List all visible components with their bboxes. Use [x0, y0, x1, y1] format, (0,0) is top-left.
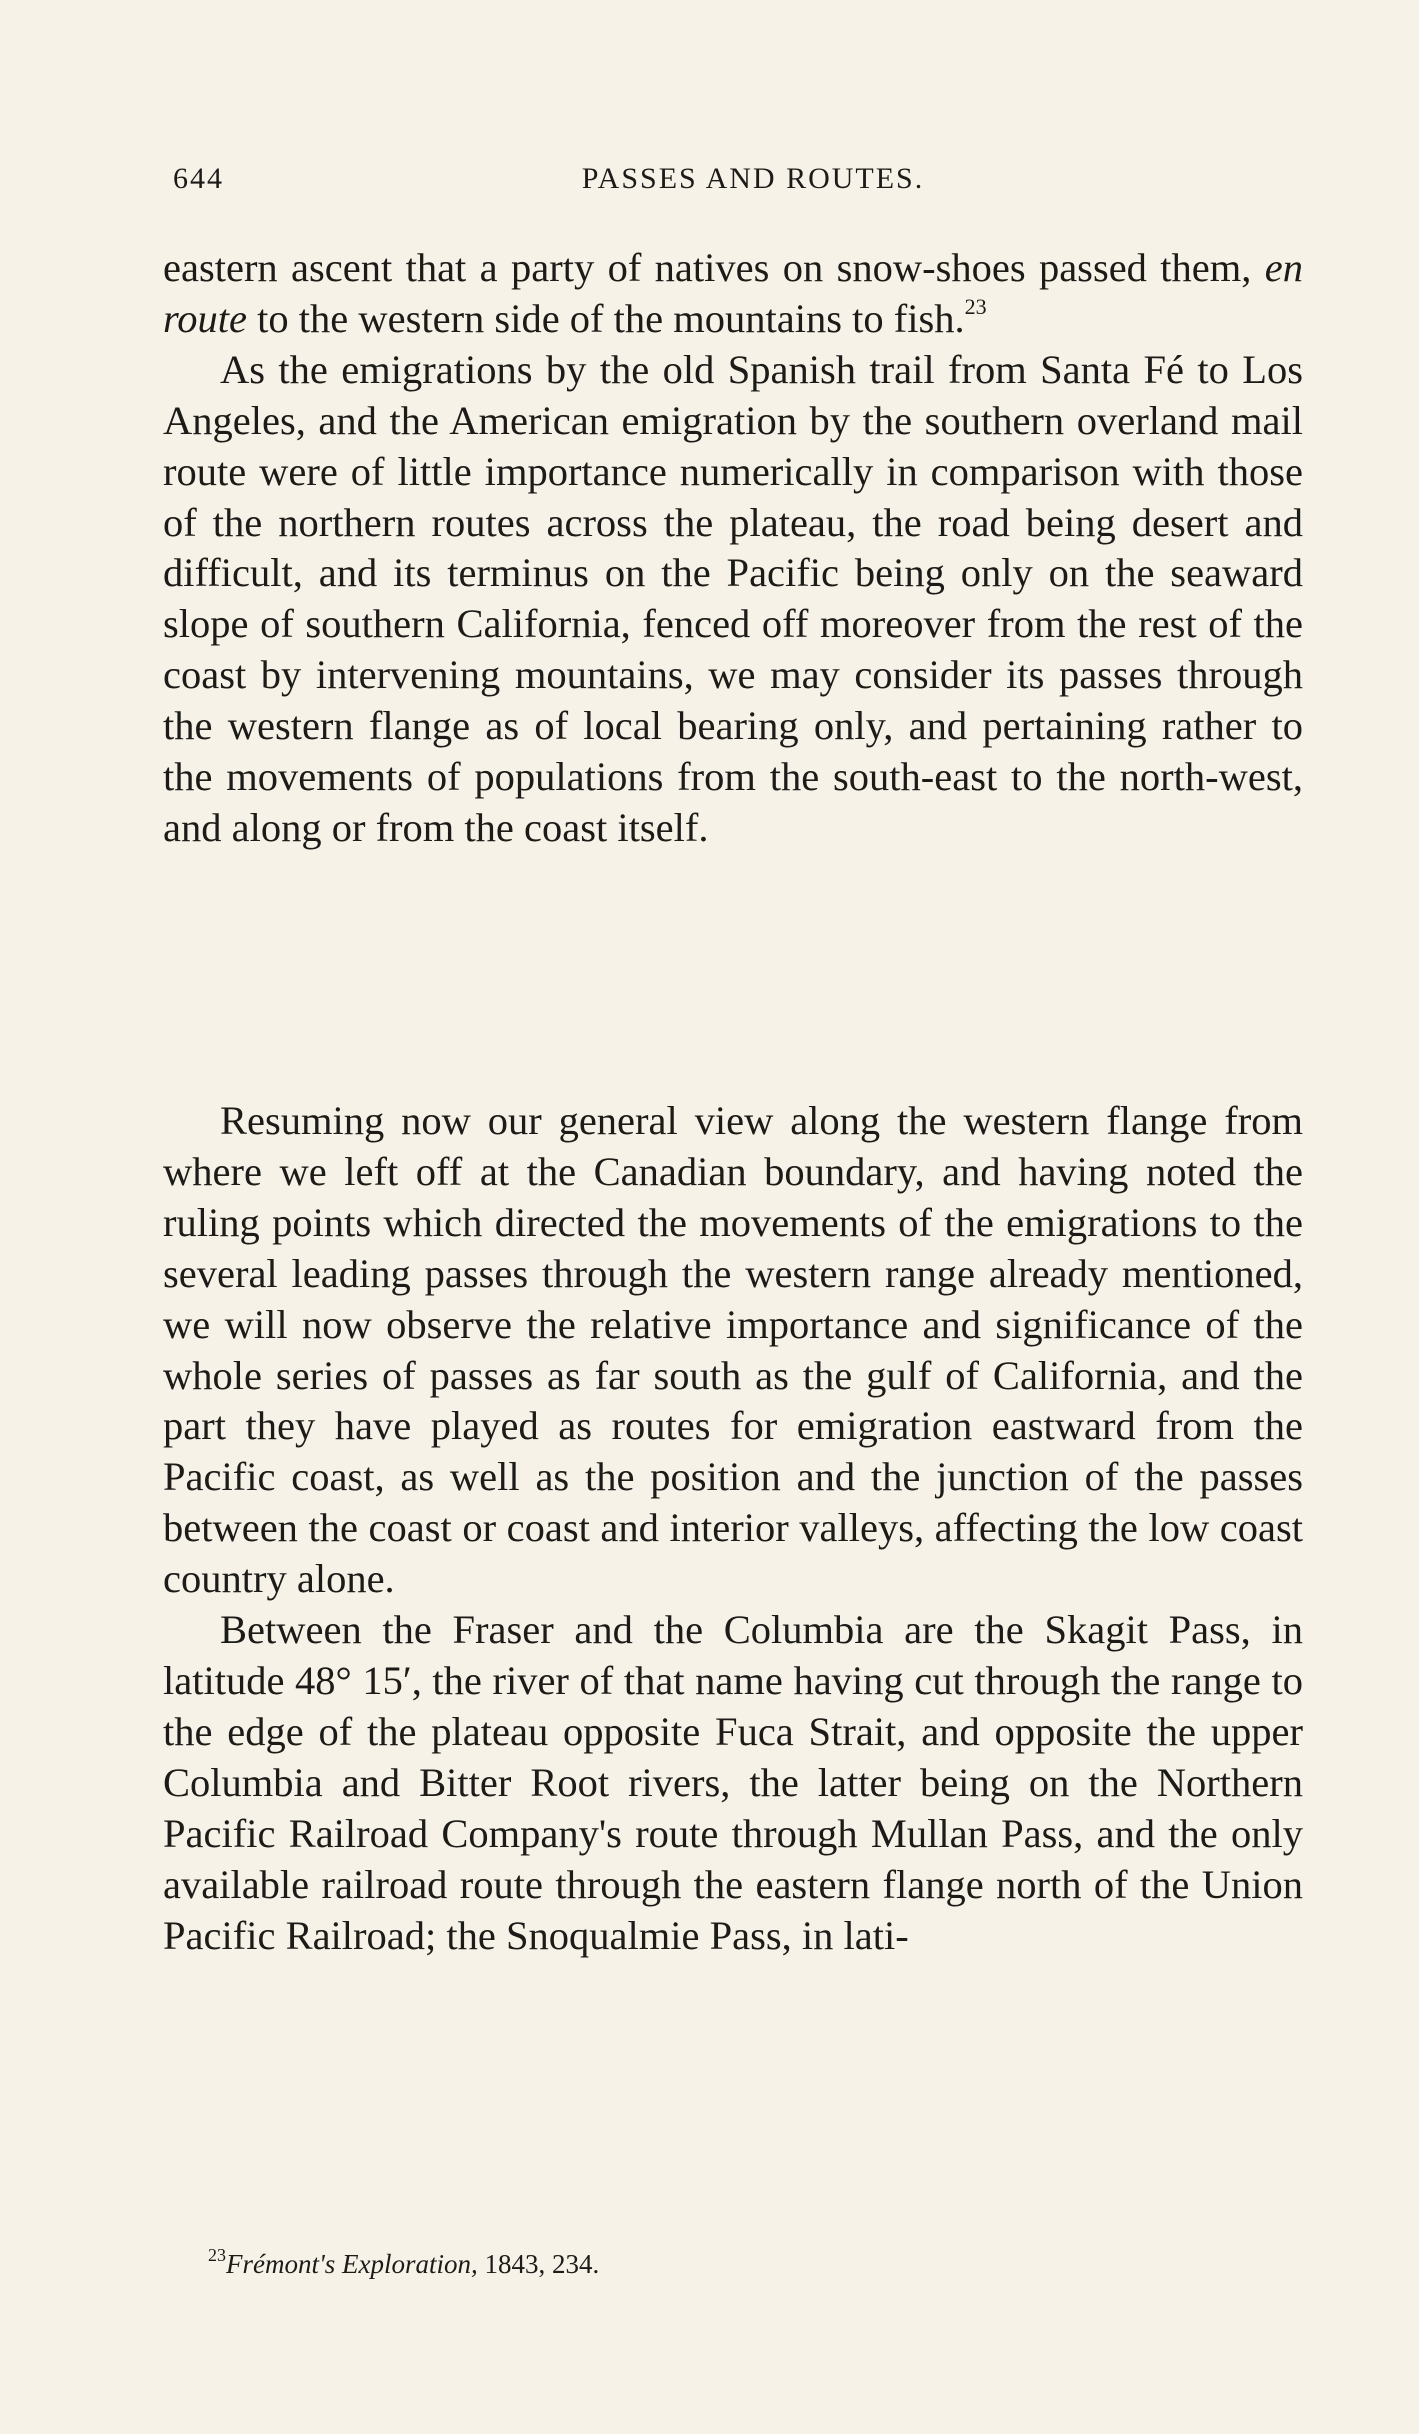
- paragraph-4: Between the Fraser and the Columbia are the Skagit Pass, in latitude 48° 15′, the river of that name having cut through the range to the edge of the plateau opposite Fuca Strait, and opposite the upper Columbia and Bitter Root rivers, the latter being on the Northern Pacific Railroad Company's route through Mullan Pass, and the only available railroad route through the eastern flange north of the Union Pacific Railroad; the Snoqualmie Pass, in lati-: [163, 1607, 1303, 1958]
- text-block-upper: [163, 243, 1303, 854]
- paragraph-1-italic: en route: [163, 245, 1303, 341]
- paragraph-1-text-a: eastern ascent that a party of natives on snow-shoes passed them,: [163, 245, 1265, 290]
- paragraph-1: [163, 243, 1303, 345]
- footnote-citation-detail: 1843, 234.: [477, 2249, 600, 2279]
- page-header: [163, 162, 1303, 202]
- paragraph-1-text-b: to the western side of the mountains to fish.: [247, 295, 965, 341]
- paragraph-3: Resuming now our general view along the western flange from where we left off at the Canadian boundary, and having noted the ruling points which directed the movements of the emigrations to the several leading passes through the western range already mentioned, we will now observe the relative importance and significance of the whole series of passes as far south as the gulf of California, and the part they have played as routes for emigration eastward from the Pacific coast, as well as the position and the junction of the passes between the coast or coast and interior valleys, affecting the low coast country alone.: [163, 1098, 1303, 1602]
- footnote-number: 23: [208, 2245, 226, 2265]
- footnote-reference: 23: [964, 293, 987, 319]
- text-block-lower: [163, 1096, 1303, 1961]
- footnote: [208, 2247, 1208, 2281]
- footnote-citation-title: Frémont's Exploration,: [226, 2249, 478, 2279]
- paragraph-2: As the emigrations by the old Spanish trail from Santa Fé to Los Angeles, and the American emigration by the southern overland mail route were of little importance numerically in comparison with those of the northern routes across the plateau, the road being desert and difficult, and its terminus on the Pacific being only on the seaward slope of southern California, fenced off moreover from the rest of the coast by intervening mountains, we may consider its passes through the western flange as of local bearing only, and pertaining rather to the movements of populations from the south-east to the north-west, and along or from the coast itself.: [163, 346, 1303, 850]
- page-number: 644: [173, 162, 224, 195]
- running-title: PASSES AND ROUTES.: [581, 162, 925, 195]
